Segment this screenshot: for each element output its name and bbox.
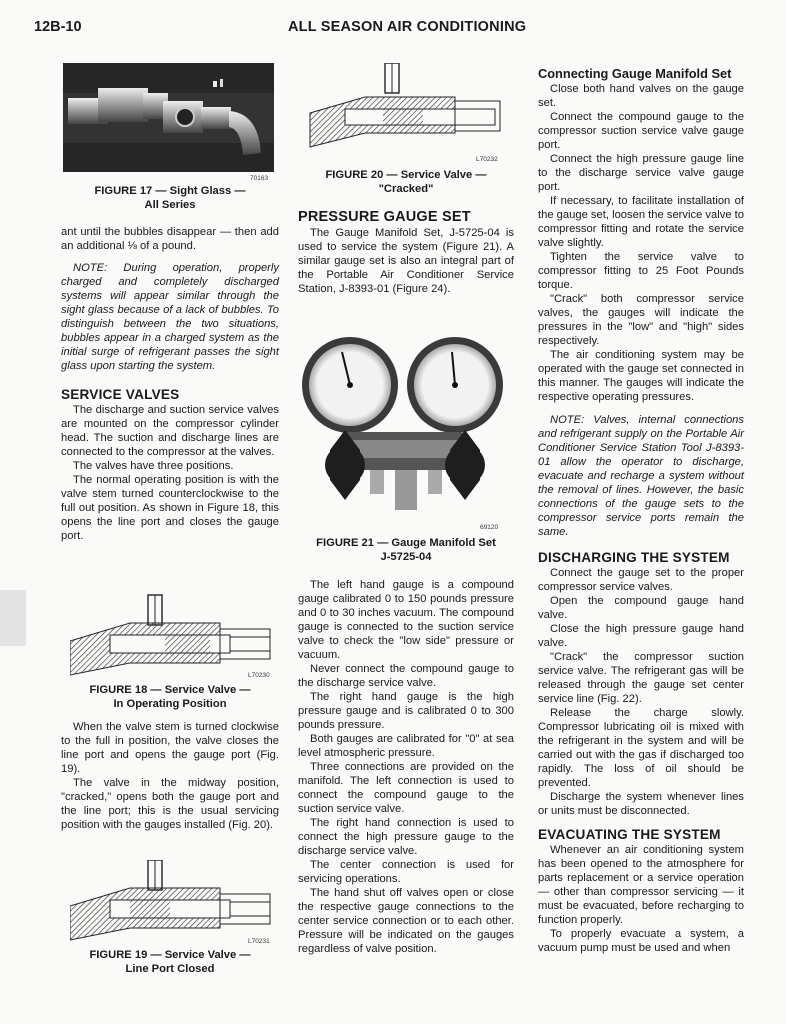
paragraph: Never connect the compound gauge to the discharge service valve. — [298, 663, 514, 689]
paragraph: Release the charge slowly. Compressor lubricating oil is mixed with the refrigerant in the system and will be carried out with the gas if discharged too rapidly. The loss of oil should be prevented. — [538, 707, 744, 789]
figure-17-sight-glass-photo — [63, 63, 274, 172]
paragraph: Open the compound gauge hand valve. — [538, 595, 744, 621]
paragraph: Discharge the system whenever lines or units must be disconnected. — [538, 791, 744, 817]
figure-20-diagram — [305, 63, 505, 151]
figure-17-code: 70163 — [250, 175, 269, 182]
figure-19-caption — [61, 948, 279, 976]
figure-21-code: 69120 — [480, 524, 499, 531]
page-title: ALL SEASON AIR CONDITIONING — [288, 19, 527, 35]
note-portable-station: NOTE: Valves, internal connections and refrigerant supply on the Portable Air Conditioner Service Station Tool J-8393-01 allow the operator to discharge, evacuate and recharge a system without the removal of lines. However, the basic connections of the gauge sets to the compressor service ports remain the same. — [538, 414, 744, 538]
paragraph: The Gauge Manifold Set, J-5725-04 is used to service the system (Figure 21). A similar gauge set is also an integral part of the Portable Air Conditioner Service Station, J-8393-01 (Figure 24). — [298, 227, 514, 295]
column-2-bottom — [298, 578, 514, 956]
column-1-middle — [61, 720, 279, 832]
paragraph: The normal operating position is with the valve stem turned counterclockwise to the full out position. As shown in Figure 18, this opens the line port and closes the gauge port. — [61, 474, 279, 542]
figure-18-caption — [61, 683, 279, 711]
heading-service-valves: SERVICE VALVES — [61, 387, 180, 402]
service-valve-cracked-drawing — [305, 63, 505, 151]
figure-17-caption-line2: All Series — [144, 199, 196, 211]
column-2-top — [298, 209, 514, 296]
figure-20-caption-line1: FIGURE 20 — Service Valve — — [325, 169, 487, 181]
paragraph: Connect the compound gauge to the compressor suction service valve gauge port. — [538, 111, 744, 151]
paragraph: Close the high pressure gauge hand valve. — [538, 623, 744, 649]
paragraph: The right hand connection is used to connect the high pressure gauge to the discharge service valve. — [298, 817, 514, 857]
paragraph: Whenever an air conditioning system has been opened to the atmosphere for parts replacement or a service operation — other than compressor servicing — it must be evacuated, before recharging to function properly. — [538, 844, 744, 926]
figure-19-code: L70231 — [248, 938, 270, 945]
figure-19-caption-line1: FIGURE 19 — Service Valve — — [89, 949, 251, 961]
service-valve-open-drawing — [70, 593, 275, 681]
paragraph: Close both hand valves on the gauge set. — [538, 83, 744, 109]
paragraph: To properly evacuate a system, a vacuum pump must be used and when — [538, 928, 744, 954]
margin-tab — [0, 590, 26, 646]
paragraph: The center connection is used for servicing operations. — [298, 859, 514, 885]
figure-21-gauge-manifold-photo — [300, 330, 510, 520]
figure-20-caption-line2: "Cracked" — [378, 183, 434, 195]
figure-18-caption-line2: In Operating Position — [113, 698, 227, 710]
paragraph: Connect the gauge set to the proper compressor service valves. — [538, 567, 744, 593]
page-number: 12B-10 — [34, 19, 82, 35]
figure-17-caption-line1: FIGURE 17 — Sight Glass — — [94, 185, 246, 197]
figure-21-caption-line1: FIGURE 21 — Gauge Manifold Set — [316, 537, 496, 549]
paragraph: "Crack" both compressor service valves, the gauges will indicate the pressures in the "low" and "high" sides respectively. — [538, 293, 744, 347]
paragraph: The hand shut off valves open or close the respective gauge connections to the center service connection or to each other. Pressure will be indicated on the gauges regardless of valve position. — [298, 887, 514, 955]
service-valve-line-closed-drawing — [70, 860, 275, 944]
figure-18-diagram — [70, 593, 275, 681]
paragraph: The right hand gauge is the high pressure gauge and is calibrated 0 to 300 pounds pressure. — [298, 691, 514, 731]
sight-glass-image — [63, 63, 274, 172]
figure-19-diagram — [70, 860, 275, 944]
paragraph: Tighten the service valve to compressor fitting to 25 Foot Pounds torque. — [538, 251, 744, 291]
paragraph: Both gauges are calibrated for "0" at sea level atmospheric pressure. — [298, 733, 514, 759]
paragraph: Three connections are provided on the manifold. The left connection is used to connect the compound gauge to the suction service valve. — [298, 761, 514, 815]
paragraph: The valve in the midway position, "cracked," opens both the gauge port and the line port; this is the usual servicing position with the gauges installed (Fig. 20). — [61, 777, 279, 831]
column-3 — [538, 66, 744, 955]
gauge-manifold-image — [300, 330, 510, 520]
paragraph: ant until the bubbles disappear — then add an additional ⅛ of a pound. — [61, 226, 279, 252]
paragraph: Connect the high pressure gauge line to the discharge service valve gauge port. — [538, 153, 744, 193]
paragraph: The discharge and suction service valves are mounted on the compressor cylinder head. The suction and discharge lines are connected to the compressor at the valves. — [61, 404, 279, 458]
figure-18-caption-line1: FIGURE 18 — Service Valve — — [89, 684, 251, 696]
paragraph: "Crack" the compressor suction service valve. The refrigerant gas will be released through the gauge set center service line (Fig. 22). — [538, 651, 744, 705]
figure-20-code: L70232 — [476, 156, 498, 163]
paragraph: If necessary, to facilitate installation of the gauge set, loosen the service valve to compressor fitting and rotate the service valve slightly. — [538, 195, 744, 249]
heading-pressure-gauge-set: PRESSURE GAUGE SET — [298, 209, 471, 225]
heading-evacuating-the-system: EVACUATING THE SYSTEM — [538, 827, 721, 842]
figure-18-code: L70230 — [248, 672, 270, 679]
paragraph: The air conditioning system may be operated with the gauge set connected in this manner. The gauges will indicate the respective operating pressures. — [538, 349, 744, 403]
figure-21-caption-line2: J-5725-04 — [380, 551, 432, 563]
figure-21-caption — [298, 536, 514, 564]
column-1-top — [61, 225, 279, 543]
heading-connecting-gauge-manifold-set: Connecting Gauge Manifold Set — [538, 66, 732, 81]
figure-19-caption-line2: Line Port Closed — [125, 963, 215, 975]
paragraph: When the valve stem is turned clockwise to the full in position, the valve closes the line port and opens the gauge port (Fig. 19). — [61, 721, 279, 775]
figure-20-caption — [298, 168, 514, 196]
figure-17-caption — [61, 184, 279, 212]
paragraph: The left hand gauge is a compound gauge calibrated 0 to 150 pounds pressure and 0 to 30 inches vacuum. The compound gauge is connected to the suction service valve to check the "low side" pressure or vacuum. — [298, 579, 514, 661]
note-sight-glass: NOTE: During operation, properly charged and completely discharged systems will appear similar through the sight glass because of a lack of bubbles. To distinguish between the two situations, bubbles appear in a charged system as the initial surge of refrigerant passes the sight glass upon starting the system. — [61, 262, 279, 372]
paragraph: The valves have three positions. — [73, 460, 234, 472]
heading-discharging-the-system: DISCHARGING THE SYSTEM — [538, 550, 730, 565]
